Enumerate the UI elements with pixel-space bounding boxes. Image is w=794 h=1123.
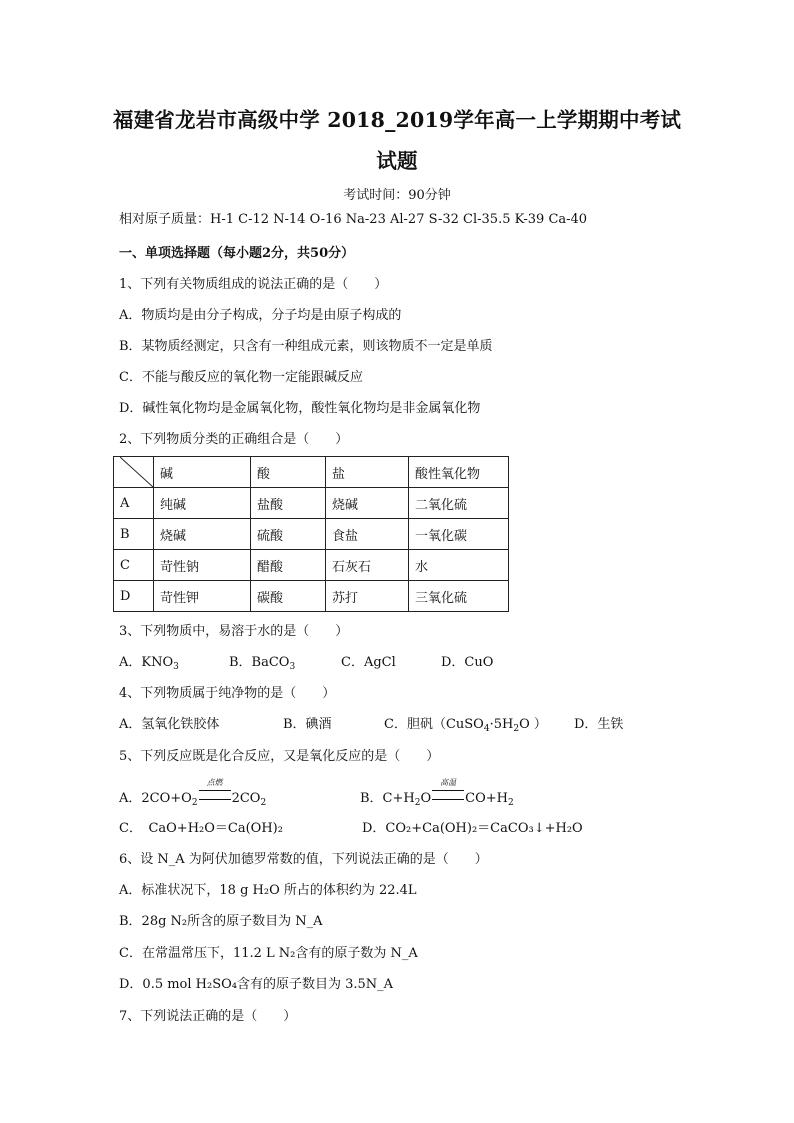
table-cell: 硫酸: [251, 519, 326, 550]
q5-option-c: C． CaO+H₂O＝Ca(OH)₂: [119, 821, 283, 836]
table-cell: 二氧化硫: [409, 488, 509, 519]
equals-arrow-icon: 点燃: [199, 790, 231, 800]
table-header: 盐: [326, 457, 409, 488]
table-cell: 醋酸: [251, 550, 326, 581]
table-cell: 盐酸: [251, 488, 326, 519]
classification-table: [113, 456, 509, 612]
equals-arrow-icon: 高温: [432, 790, 464, 800]
table-header-row: [114, 457, 509, 488]
q3-option-b: B．BaCO$_3$: [229, 655, 296, 672]
table-cell: A: [114, 488, 154, 519]
q3-options: [119, 654, 493, 672]
table-header: 酸性氧化物: [409, 457, 509, 488]
q5-option-b: B．$C+H_2O$ 高温 $CO+H_2$: [360, 778, 514, 808]
q6-option-d: D．0.5 mol H₂SO₄含有的原子数目为 3.5N_A: [119, 977, 394, 992]
table-cell: 苛性钠: [154, 550, 251, 581]
q6-option-b: B．28g N₂所含的原子数目为 N_A: [119, 914, 323, 929]
table-cell: 三氧化硫: [409, 581, 509, 612]
diagonal-line-icon: [120, 457, 153, 487]
table-cell: C: [114, 550, 154, 581]
q6-stem: 6、设 N_A 为阿伏加德罗常数的值，下列说法正确的是（ ）: [119, 852, 488, 867]
table-header: 酸: [251, 457, 326, 488]
table-cell: 苛性钾: [154, 581, 251, 612]
q5-option-d: D．CO₂+Ca(OH)₂＝CaCO₃↓+H₂O: [362, 821, 583, 836]
q3-stem: 3、下列物质中，易溶于水的是（ ）: [119, 624, 349, 639]
q3-option-c: C．AgCl: [341, 655, 396, 670]
q3-option-a: A．$KNO_3$: [119, 655, 179, 672]
atomic-mass-line: 相对原子质量：H-1 C-12 N-14 O-16 Na-23 Al-27 S-32 Cl-35.5 K-39 Ca-40: [119, 212, 588, 227]
q4-option-a: A．氢氧化铁胶体: [119, 717, 220, 732]
table-cell: B: [114, 519, 154, 550]
q4-options: [119, 716, 623, 734]
table-cell: 碳酸: [251, 581, 326, 612]
q2-stem: 2、下列物质分类的正确组合是（ ）: [119, 432, 349, 447]
table-corner-cell: [114, 457, 154, 488]
q1-option-b: B．某物质经测定，只含有一种组成元素，则该物质不一定是单质: [119, 339, 493, 354]
table-cell: D: [114, 581, 154, 612]
q1-option-c: C．不能与酸反应的氧化物一定能跟碱反应: [119, 370, 363, 385]
table-cell: 烧碱: [326, 488, 409, 519]
q3-option-d: D．CuO: [441, 655, 494, 670]
section-heading: 一、单项选择题（每小题2分，共50分）: [119, 246, 355, 261]
table-cell: 纯碱: [154, 488, 251, 519]
table-row: [114, 581, 509, 612]
exam-title: 福建省龙岩市高级中学 2018_2019学年高一上学期期中考试试题: [112, 108, 682, 173]
q6-option-c: C．在常温常压下，11.2 L N₂含有的原子数为 N_A: [119, 946, 418, 961]
table-header: 碱: [154, 457, 251, 488]
table-cell: 苏打: [326, 581, 409, 612]
q4-option-b: B．碘酒: [283, 717, 332, 732]
q7-stem: 7、下列说法正确的是（ ）: [119, 1009, 297, 1024]
table-cell: 水: [409, 550, 509, 581]
q5-stem: 5、下列反应既是化合反应，又是氧化反应的是（ ）: [119, 749, 440, 764]
q5-option-a: A．$2CO+O_2$ 点燃 $2CO_2$: [119, 778, 267, 808]
q6-option-a: A．标准状况下，18 g H₂O 所占的体积约为 22.4L: [119, 883, 417, 898]
q1-option-d: D．碱性氧化物均是金属氧化物，酸性氧化物均是非金属氧化物: [119, 401, 481, 416]
table-cell: 食盐: [326, 519, 409, 550]
table-row: [114, 550, 509, 581]
q1-stem: 1、下列有关物质组成的说法正确的是（ ）: [119, 277, 388, 292]
table-cell: 烧碱: [154, 519, 251, 550]
q1-option-a: A．物质均是由分子构成，分子均是由原子构成的: [119, 308, 402, 323]
table-cell: 石灰石: [326, 550, 409, 581]
table-row: [114, 519, 509, 550]
q4-stem: 4、下列物质属于纯净物的是（ ）: [119, 686, 336, 701]
table-row: [114, 488, 509, 519]
table-cell: 一氧化碳: [409, 519, 509, 550]
exam-time: 考试时间：90分钟: [343, 188, 451, 203]
q4-option-d: D．生铁: [574, 717, 624, 732]
q4-option-c: C．胆矾（$CuSO_4\cdot 5H_2O$ ）: [384, 717, 547, 734]
